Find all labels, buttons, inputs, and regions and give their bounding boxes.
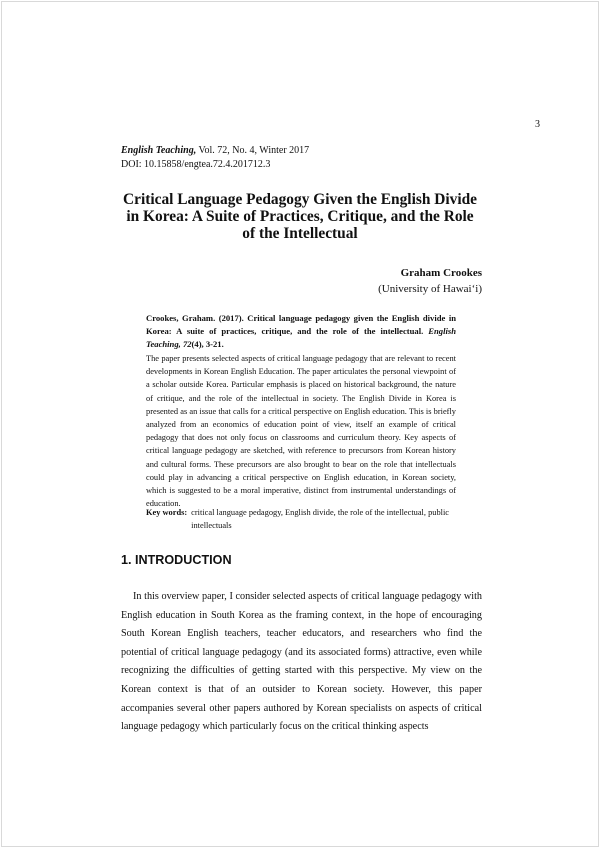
keywords (146, 506, 460, 532)
page-number: 3 (535, 119, 540, 130)
journal-doi: DOI: 10.15858/engtea.72.4.201712.3 (121, 159, 271, 170)
citation (146, 312, 456, 351)
citation-issue-pages: (4), 3-21. (191, 339, 224, 349)
section-heading: 1. INTRODUCTION (121, 553, 232, 567)
citation-journal: English Teaching, (146, 326, 456, 349)
journal-name: English Teaching, (121, 145, 197, 156)
keywords-text: critical language pedagogy, English divide, the role of the intellectual, public intellectuals (191, 508, 450, 530)
citation-text: Crookes, Graham. (2017). Critical language pedagogy given the English divide in Korea: A suite of practices, critique, and the role of the intellectual. (146, 313, 456, 336)
journal-info (121, 144, 309, 172)
journal-line (121, 144, 309, 158)
author-name: Graham Crookes (400, 267, 482, 279)
abstract: The paper presents selected aspects of critical language pedagogy that are relevant to recent developments in Korean English Education. The paper articulates the personal viewpoint of a scholar outside Korea. Particular emphasis is placed on historical background, the nature of critique, and the role of the intellectual in society. The English Divide in Korea is presented as an issue that calls for a critical perspective on English education. This is briefly analyzed from an economics of education point of view, itself an example of critical pedagogy that does not only focus on classrooms and curriculum theory. Key aspects of critical language pedagogy are sketched, with reference to precursors from Korean history and cultural forms. These precursors are also brought to bear on the role that intellectuals could play in advancing a critical perspective on English education, in Korean society, which is suggested to be a moral imperative, distinct from instrumental understandings of education. (146, 354, 456, 509)
body-paragraph: In this overview paper, I consider selected aspects of critical language pedagogy with English education in South Korea as the framing context, in the hope of encouraging South Korean English teachers, teacher educators, and researchers who find the potential of critical language pedagogy (and its associated forms) attractive, even while recognizing the difficulties of getting started with this perspective. My view on the Korean context is that of an outsider to Korean society. However, this paper accompanies several other papers authored by Korean specialists on aspects of critical language pedagogy which particularly focus on the critical thinking aspects (121, 591, 482, 733)
author-affiliation: (University of Hawai‘i) (378, 283, 482, 295)
citation-volume: 72 (182, 339, 192, 349)
journal-volume: Vol. 72, No. 4, Winter 2017 (196, 145, 310, 156)
keywords-label: Key words: (146, 508, 188, 517)
author-block (378, 265, 482, 297)
paper-title: Critical Language Pedagogy Given the English Divide in Korea: A Suite of Practices, Critique, and the Role of the Intellectual (123, 191, 477, 242)
